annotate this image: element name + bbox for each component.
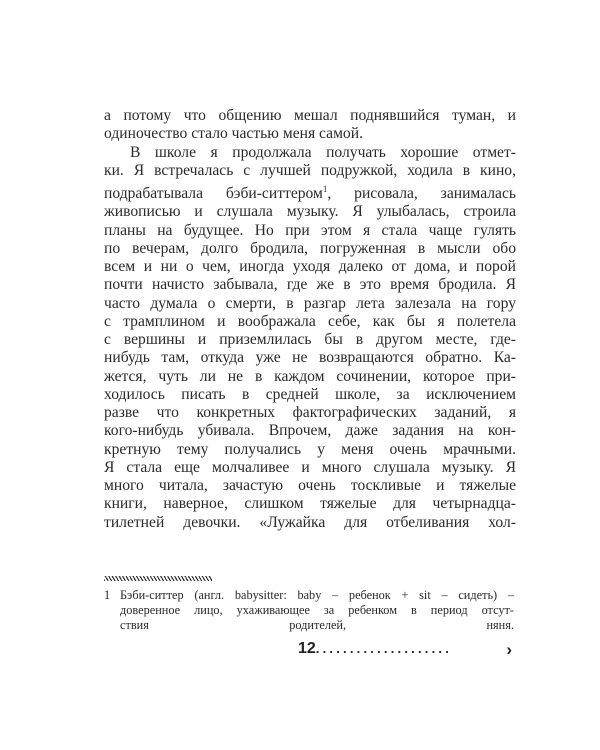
footnote-line: доверенное лицо, ухаживающее за ребенком в период отсут- [120, 603, 514, 617]
text-line: книги, наверное, слишком тяжелые для четырнадца- [104, 495, 516, 513]
footnote-line: Бэби-ситтер (англ. babysitter: baby – ребенок + sit – сидеть) – [120, 588, 514, 602]
text-line: ходилось писать в средней школе, за исключением [104, 385, 516, 403]
text-line: тилетней девочки. «Лужайка для отбеливания хол- [104, 513, 516, 531]
text-segment: , рисовала, занималась [327, 185, 516, 203]
text-line: кретную тему получались у меня очень мрачными. [104, 440, 516, 458]
text-line: одиночество стало частью меня самой. [104, 125, 363, 143]
text-line [104, 180, 516, 203]
text-line: живописью и слушала музыку. Я улыбалась, строила [104, 203, 516, 221]
text-line: кого-нибудь убивала. Впрочем, даже задания на кон- [104, 422, 516, 440]
page-footer [298, 640, 518, 658]
text-line: по вечерам, долго бродила, погруженная в мысли обо [104, 239, 516, 257]
leader-dots: .................... [315, 641, 453, 656]
text-line: а потому что общению мешал поднявшийся туман, и [104, 107, 516, 124]
text-line: нибудь там, откуда уже не возвращаются обратно. Ка- [104, 349, 516, 367]
footnote-line: ствия родителей, няня. [120, 618, 514, 632]
text-line: всем и ни о чем, иногда уходя далеко от дома, и порой [104, 258, 516, 276]
main-text [104, 107, 516, 532]
text-line: много читала, зачастую очень тоскливые и тяжелые [104, 477, 516, 495]
footnote-divider [104, 576, 212, 581]
text-line: жется, чуть ли не в каждом сочинении, которое при- [104, 367, 516, 385]
text-line: с вершины и приземлилась бы в другом месте, где- [104, 331, 516, 349]
footnote-text [120, 588, 514, 633]
page-number: 12 [298, 640, 316, 657]
text-line: планы на будущее. Но при этом я стала чаще гулять [104, 221, 516, 239]
text-line: с трамплином и воображала себе, как бы я полетела [104, 312, 516, 330]
footnote-number: 1 [104, 588, 111, 602]
text-line: В школе я продолжала получать хорошие отмет- [130, 143, 516, 161]
text-line: разве что конкретных фактографических заданий, я [104, 404, 516, 422]
text-line: часто думала о смерти, в разгар лета залезала на гору [104, 294, 516, 312]
text-line: ки. Я встречалась с лучшей подружкой, ходила в кино, [104, 161, 516, 179]
footnote [104, 588, 514, 633]
chevron-right-icon[interactable]: › [506, 640, 512, 659]
text-segment: подрабатывала бэби-ситтером [104, 185, 323, 203]
text-line: Я стала еще молчаливее и много слушала музыку. Я [104, 458, 516, 476]
text-line: почти начисто забывала, где же в это время бродила. Я [104, 276, 516, 294]
footnote-ref[interactable]: 1 [322, 184, 328, 194]
